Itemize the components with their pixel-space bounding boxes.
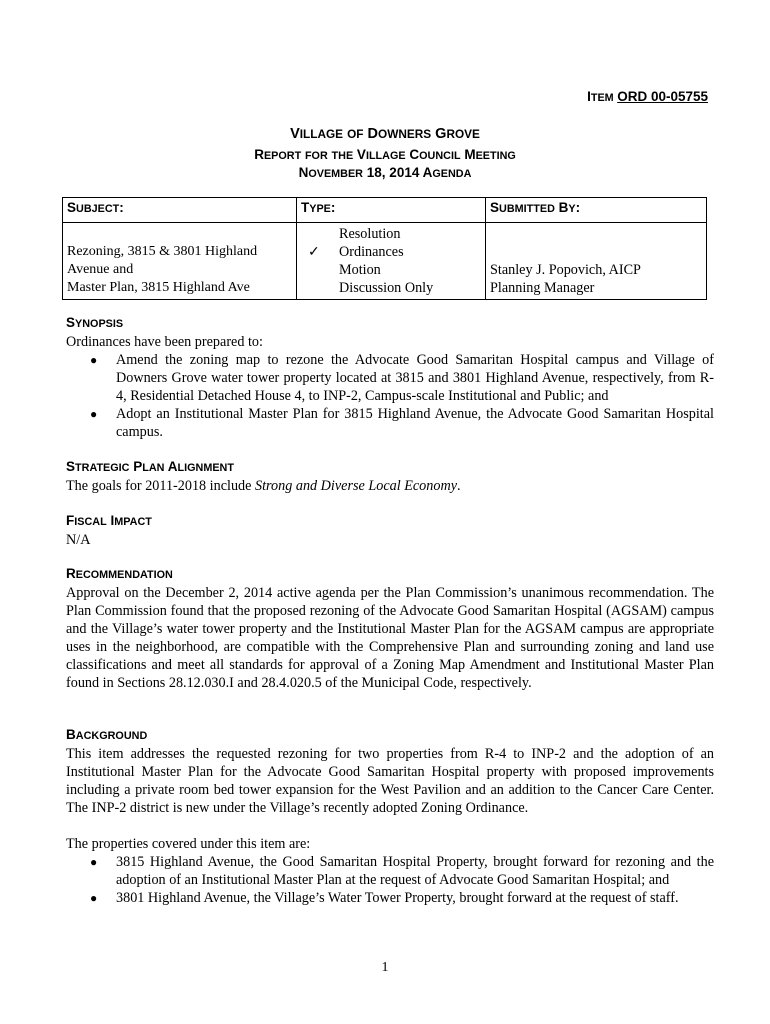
submitted-title: Planning Manager xyxy=(490,280,595,296)
bullet-icon: ● xyxy=(90,353,98,367)
type-option-ordinances: ✓ Ordinances xyxy=(308,244,404,260)
strategic-section xyxy=(66,458,714,495)
bullet-icon: ● xyxy=(90,407,98,421)
property-bullet-item: ● 3815 Highland Avenue, the Good Samaritan Hospital Property, brought forward for rezoning and the adoption of an Institutional Master Plan at the request of Advocate Good Samaritan Hospital; and xyxy=(90,854,714,888)
bullet-icon: ● xyxy=(90,891,98,905)
item-number-line xyxy=(587,89,708,106)
submitted-cell xyxy=(486,223,707,300)
strategic-goal: Strong and Diverse Local Economy xyxy=(255,478,458,494)
subject-line: Avenue and xyxy=(67,262,134,277)
synopsis-bullet-item: ● Adopt an Institutional Master Plan for 3815 Highland Avenue, the Advocate Good Samaritan Hospital campus. xyxy=(90,406,714,440)
background-heading: BACKGROUND xyxy=(66,727,148,742)
fiscal-section xyxy=(66,512,714,549)
properties-intro: The properties covered under this item are: xyxy=(66,836,311,852)
type-option-discussion-only: Discussion Only xyxy=(339,280,434,296)
type-option-motion: Motion xyxy=(339,262,381,278)
fiscal-heading: FISCAL IMPACT xyxy=(66,513,152,528)
synopsis-intro: Ordinances have been prepared to: xyxy=(66,334,263,350)
type-cell xyxy=(297,223,486,300)
properties-list xyxy=(66,853,714,907)
subject-line: Rezoning, 3815 & 3801 Highland xyxy=(67,244,258,259)
item-number: ORD 00-05755 xyxy=(617,89,708,104)
background-text: This item addresses the requested rezoning for two properties from R-4 to INP-2 and the adoption of an Institutional Master Plan for the Advocate Good Samaritan Hospital property with proposed improvements including a private room bed tower expansion for the West Pavilion and an addition to the Cancer Care Center. The INP-2 district is new under the Village’s recently adopted Zoning Ordinance. xyxy=(66,746,714,816)
item-prefix: ITEM xyxy=(587,89,614,104)
synopsis-section xyxy=(66,314,714,441)
checkmark-icon: ✓ xyxy=(308,244,320,260)
type-option-resolution: Resolution xyxy=(339,226,401,242)
strategic-heading: STRATEGIC PLAN ALIGNMENT xyxy=(66,459,234,474)
fiscal-text: N/A xyxy=(66,532,91,548)
page-number: 1 xyxy=(381,960,389,975)
synopsis-heading: SYNOPSIS xyxy=(66,315,124,330)
submitted-name: Stanley J. Popovich, AICP xyxy=(490,262,641,278)
info-table xyxy=(62,197,707,300)
recommendation-text: Approval on the December 2, 2014 active agenda per the Plan Commission’s unanimous recommendation. The Plan Commission found that the proposed rezoning of the Advocate Good Samaritan Hospital (AGSAM) campus and the Village’s water tower property and the Institutional Master Plan for the AGSAM campus are appropriate uses in the neighborhood, are compatible with the Comprehensive Plan and surrounding zoning and land use classifications and meet all standards for approval of a Zoning Map Amendment and Institutional Master Plan found in Sections 28.12.030.I and 28.4.020.5 of the Municipal Code, respectively. xyxy=(66,585,714,691)
bullet-icon: ● xyxy=(90,855,98,869)
property-bullet-item: ● 3801 Highland Avenue, the Village’s Water Tower Property, brought forward at the request of staff. xyxy=(90,890,679,906)
org-title: VILLAGE OF DOWNERS GROVE xyxy=(290,126,480,142)
submitted-header: SUBMITTED BY: xyxy=(486,198,707,223)
type-header: TYPE: xyxy=(297,198,486,223)
synopsis-bullet-item: ● Amend the zoning map to rezone the Advocate Good Samaritan Hospital campus and Village of Downers Grove water tower property located at 3815 and 3801 Highland Avenue, respectively, from R-4, Residential Detached House 4, to INP-2, Campus-scale Institutional and Public; and xyxy=(90,352,714,404)
recommendation-section xyxy=(66,565,714,692)
synopsis-list xyxy=(66,351,714,441)
subject-header: SUBJECT: xyxy=(63,198,297,223)
recommendation-heading: RECOMMENDATION xyxy=(66,566,173,581)
subject-cell xyxy=(63,223,297,300)
report-line: REPORT FOR THE VILLAGE COUNCIL MEETING xyxy=(254,147,516,162)
background-section xyxy=(66,726,714,907)
agenda-line: NOVEMBER 18, 2014 AGENDA xyxy=(298,165,472,180)
strategic-text: The goals for 2011-2018 include Strong and Diverse Local Economy. xyxy=(66,478,461,494)
subject-line: Master Plan, 3815 Highland Ave xyxy=(67,280,250,295)
